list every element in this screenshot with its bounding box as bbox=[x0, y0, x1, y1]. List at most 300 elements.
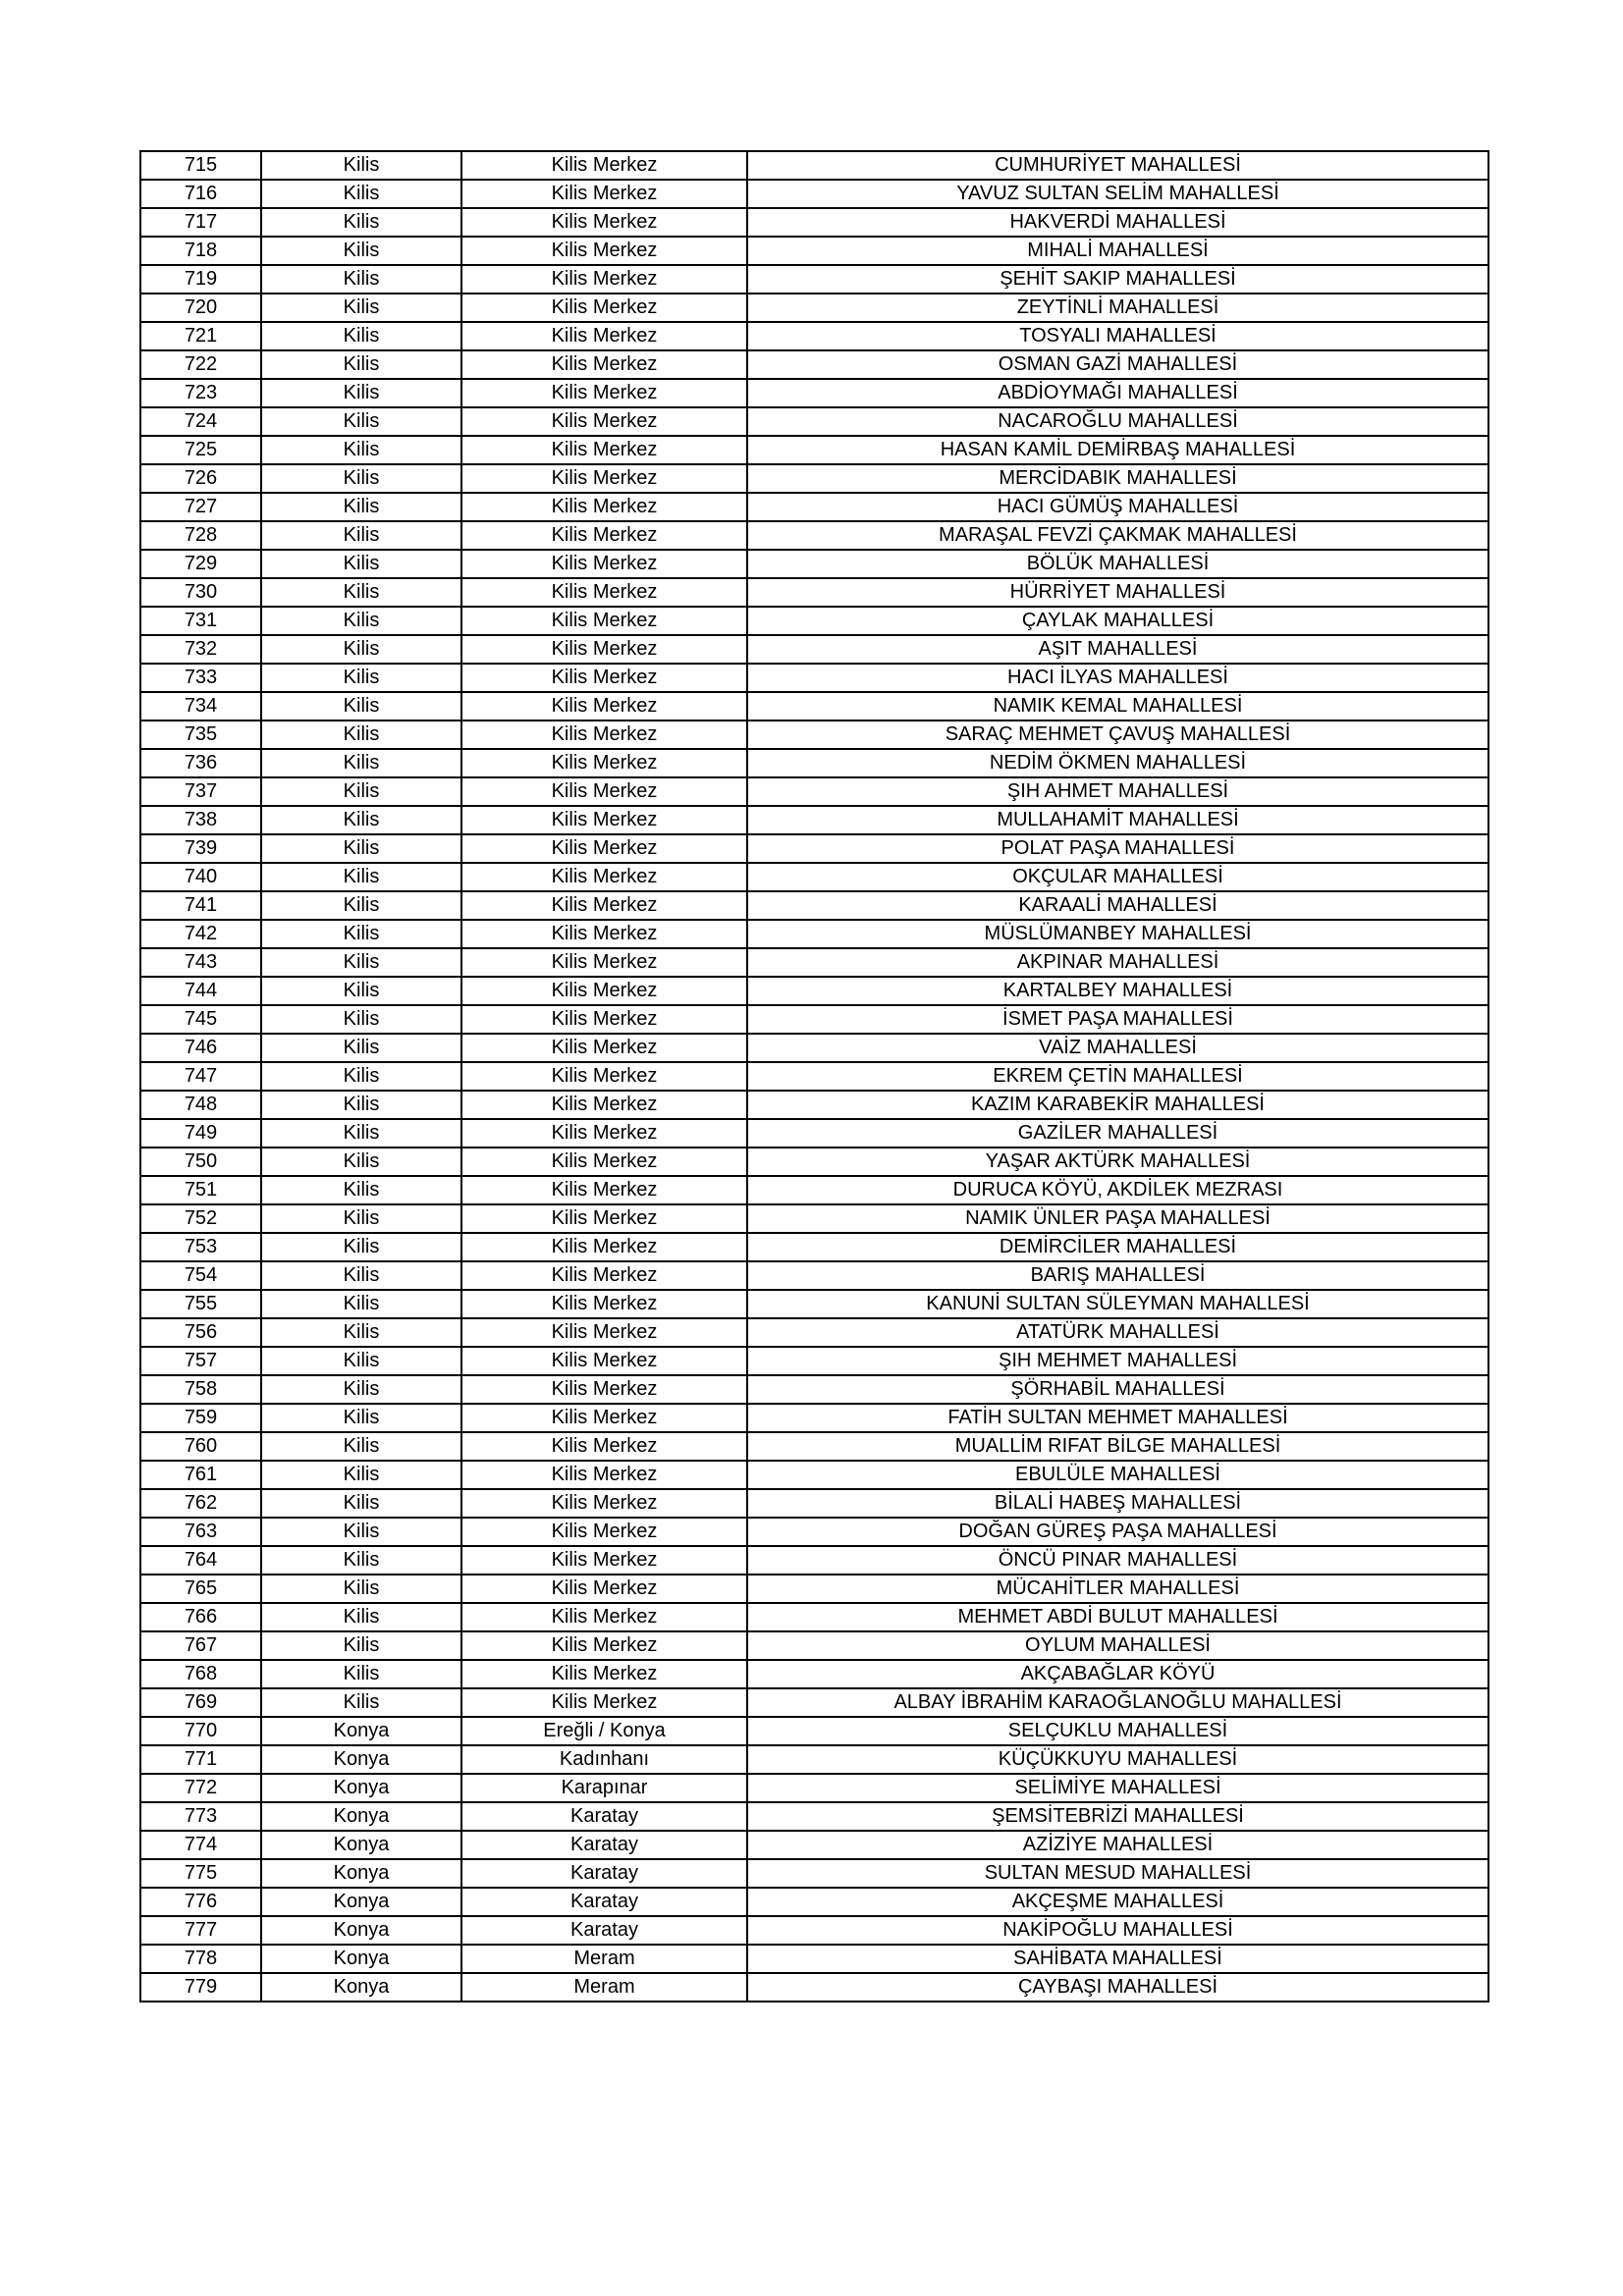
neighborhood-cell: MÜSLÜMANBEY MAHALLESİ bbox=[747, 920, 1488, 948]
table-row bbox=[140, 607, 1488, 635]
neighborhood-cell: NAMIK KEMAL MAHALLESİ bbox=[747, 692, 1488, 721]
province-cell: Kilis bbox=[261, 920, 461, 948]
province-cell: Kilis bbox=[261, 1347, 461, 1375]
table-row bbox=[140, 635, 1488, 664]
row-number-cell: 752 bbox=[140, 1204, 261, 1233]
province-cell: Kilis bbox=[261, 350, 461, 379]
district-cell: Kilis Merkez bbox=[461, 464, 747, 493]
row-number-cell: 746 bbox=[140, 1034, 261, 1062]
table-row bbox=[140, 1290, 1488, 1318]
neighborhood-cell: OKÇULAR MAHALLESİ bbox=[747, 863, 1488, 891]
table-row bbox=[140, 1461, 1488, 1489]
row-number-cell: 743 bbox=[140, 948, 261, 977]
district-cell: Kilis Merkez bbox=[461, 948, 747, 977]
neighborhood-cell: NAMIK ÜNLER PAŞA MAHALLESİ bbox=[747, 1204, 1488, 1233]
table-row bbox=[140, 521, 1488, 550]
table-row bbox=[140, 436, 1488, 464]
district-cell: Kilis Merkez bbox=[461, 1575, 747, 1603]
row-number-cell: 749 bbox=[140, 1119, 261, 1148]
row-number-cell: 734 bbox=[140, 692, 261, 721]
district-cell: Kilis Merkez bbox=[461, 1148, 747, 1176]
row-number-cell: 730 bbox=[140, 578, 261, 607]
table-row bbox=[140, 1432, 1488, 1461]
neighborhood-cell: OYLUM MAHALLESİ bbox=[747, 1631, 1488, 1660]
neighborhood-cell: ŞEHİT SAKIP MAHALLESİ bbox=[747, 265, 1488, 294]
province-cell: Kilis bbox=[261, 1432, 461, 1461]
neighborhood-cell: YAŞAR AKTÜRK MAHALLESİ bbox=[747, 1148, 1488, 1176]
province-cell: Kilis bbox=[261, 1631, 461, 1660]
neighborhood-cell: ATATÜRK MAHALLESİ bbox=[747, 1318, 1488, 1347]
district-cell: Kilis Merkez bbox=[461, 977, 747, 1005]
table-row bbox=[140, 180, 1488, 208]
row-number-cell: 754 bbox=[140, 1261, 261, 1290]
row-number-cell: 736 bbox=[140, 749, 261, 777]
table-row bbox=[140, 1888, 1488, 1916]
province-cell: Kilis bbox=[261, 407, 461, 436]
row-number-cell: 760 bbox=[140, 1432, 261, 1461]
row-number-cell: 727 bbox=[140, 493, 261, 521]
district-cell: Kilis Merkez bbox=[461, 1318, 747, 1347]
province-cell: Kilis bbox=[261, 1575, 461, 1603]
province-cell: Kilis bbox=[261, 322, 461, 350]
neighborhood-cell: TOSYALI MAHALLESİ bbox=[747, 322, 1488, 350]
district-cell: Kilis Merkez bbox=[461, 806, 747, 834]
row-number-cell: 731 bbox=[140, 607, 261, 635]
row-number-cell: 728 bbox=[140, 521, 261, 550]
row-number-cell: 735 bbox=[140, 721, 261, 749]
table-row bbox=[140, 1347, 1488, 1375]
district-cell: Kilis Merkez bbox=[461, 635, 747, 664]
neighborhood-cell: ALBAY İBRAHİM KARAOĞLANOĞLU MAHALLESİ bbox=[747, 1688, 1488, 1717]
province-cell: Konya bbox=[261, 1916, 461, 1945]
table-row bbox=[140, 1916, 1488, 1945]
province-cell: Kilis bbox=[261, 1489, 461, 1518]
table-body bbox=[140, 151, 1488, 2002]
province-cell: Kilis bbox=[261, 1660, 461, 1688]
neighborhood-cell: MARAŞAL FEVZİ ÇAKMAK MAHALLESİ bbox=[747, 521, 1488, 550]
province-cell: Kilis bbox=[261, 1404, 461, 1432]
row-number-cell: 766 bbox=[140, 1603, 261, 1631]
district-cell: Meram bbox=[461, 1945, 747, 1973]
row-number-cell: 776 bbox=[140, 1888, 261, 1916]
district-cell: Kilis Merkez bbox=[461, 891, 747, 920]
row-number-cell: 779 bbox=[140, 1973, 261, 2002]
neighborhood-cell: ŞÖRHABİL MAHALLESİ bbox=[747, 1375, 1488, 1404]
province-cell: Kilis bbox=[261, 1518, 461, 1546]
row-number-cell: 721 bbox=[140, 322, 261, 350]
neighborhood-cell: HACI İLYAS MAHALLESİ bbox=[747, 664, 1488, 692]
district-cell: Kilis Merkez bbox=[461, 1204, 747, 1233]
neighborhood-cell: GAZİLER MAHALLESİ bbox=[747, 1119, 1488, 1148]
province-cell: Konya bbox=[261, 1831, 461, 1859]
table-row bbox=[140, 322, 1488, 350]
table-row bbox=[140, 1176, 1488, 1204]
neighborhood-cell: SELİMİYE MAHALLESİ bbox=[747, 1774, 1488, 1802]
table-row bbox=[140, 1005, 1488, 1034]
district-cell: Karatay bbox=[461, 1888, 747, 1916]
table-row bbox=[140, 1546, 1488, 1575]
district-cell: Kilis Merkez bbox=[461, 664, 747, 692]
row-number-cell: 772 bbox=[140, 1774, 261, 1802]
district-cell: Kilis Merkez bbox=[461, 1688, 747, 1717]
neighborhood-cell: HÜRRİYET MAHALLESİ bbox=[747, 578, 1488, 607]
district-cell: Kilis Merkez bbox=[461, 1233, 747, 1261]
row-number-cell: 761 bbox=[140, 1461, 261, 1489]
table-row bbox=[140, 1660, 1488, 1688]
neighborhood-cell: ŞIH AHMET MAHALLESİ bbox=[747, 777, 1488, 806]
neighborhood-cell: KARAALİ MAHALLESİ bbox=[747, 891, 1488, 920]
neighborhood-cell: MIHALİ MAHALLESİ bbox=[747, 237, 1488, 265]
district-cell: Kilis Merkez bbox=[461, 379, 747, 407]
neighborhood-cell: DEMİRCİLER MAHALLESİ bbox=[747, 1233, 1488, 1261]
province-cell: Kilis bbox=[261, 977, 461, 1005]
province-cell: Kilis bbox=[261, 521, 461, 550]
table-row bbox=[140, 948, 1488, 977]
province-cell: Kilis bbox=[261, 464, 461, 493]
row-number-cell: 757 bbox=[140, 1347, 261, 1375]
row-number-cell: 762 bbox=[140, 1489, 261, 1518]
neighborhood-cell: DURUCA KÖYÜ, AKDİLEK MEZRASI bbox=[747, 1176, 1488, 1204]
district-cell: Kilis Merkez bbox=[461, 749, 747, 777]
table-row bbox=[140, 1518, 1488, 1546]
table-row bbox=[140, 1774, 1488, 1802]
row-number-cell: 751 bbox=[140, 1176, 261, 1204]
province-cell: Kilis bbox=[261, 1546, 461, 1575]
row-number-cell: 738 bbox=[140, 806, 261, 834]
table-row bbox=[140, 1148, 1488, 1176]
table-row bbox=[140, 1318, 1488, 1347]
province-cell: Kilis bbox=[261, 1233, 461, 1261]
province-cell: Konya bbox=[261, 1774, 461, 1802]
district-cell: Kilis Merkez bbox=[461, 1489, 747, 1518]
province-cell: Kilis bbox=[261, 1375, 461, 1404]
row-number-cell: 767 bbox=[140, 1631, 261, 1660]
district-cell: Kilis Merkez bbox=[461, 436, 747, 464]
row-number-cell: 717 bbox=[140, 208, 261, 237]
neighborhood-cell: MEHMET ABDİ BULUT MAHALLESİ bbox=[747, 1603, 1488, 1631]
neighborhood-cell: BİLALİ HABEŞ MAHALLESİ bbox=[747, 1489, 1488, 1518]
table-row bbox=[140, 1119, 1488, 1148]
neighborhood-cell: MULLAHAMİT MAHALLESİ bbox=[747, 806, 1488, 834]
district-cell: Kilis Merkez bbox=[461, 1546, 747, 1575]
row-number-cell: 758 bbox=[140, 1375, 261, 1404]
table-row bbox=[140, 664, 1488, 692]
neighborhood-cell: EKREM ÇETİN MAHALLESİ bbox=[747, 1062, 1488, 1091]
district-cell: Kilis Merkez bbox=[461, 407, 747, 436]
row-number-cell: 722 bbox=[140, 350, 261, 379]
row-number-cell: 768 bbox=[140, 1660, 261, 1688]
province-cell: Kilis bbox=[261, 1261, 461, 1290]
row-number-cell: 741 bbox=[140, 891, 261, 920]
neighborhood-cell: MÜCAHİTLER MAHALLESİ bbox=[747, 1575, 1488, 1603]
province-cell: Kilis bbox=[261, 180, 461, 208]
district-cell: Kilis Merkez bbox=[461, 1404, 747, 1432]
row-number-cell: 770 bbox=[140, 1717, 261, 1745]
neighborhood-cell: OSMAN GAZİ MAHALLESİ bbox=[747, 350, 1488, 379]
row-number-cell: 755 bbox=[140, 1290, 261, 1318]
district-cell: Kilis Merkez bbox=[461, 1119, 747, 1148]
row-number-cell: 778 bbox=[140, 1945, 261, 1973]
row-number-cell: 777 bbox=[140, 1916, 261, 1945]
table-row bbox=[140, 806, 1488, 834]
table-row bbox=[140, 834, 1488, 863]
district-cell: Kilis Merkez bbox=[461, 1176, 747, 1204]
row-number-cell: 775 bbox=[140, 1859, 261, 1888]
neighborhood-cell: YAVUZ SULTAN SELİM MAHALLESİ bbox=[747, 180, 1488, 208]
district-cell: Kilis Merkez bbox=[461, 294, 747, 322]
neighborhood-cell: FATİH SULTAN MEHMET MAHALLESİ bbox=[747, 1404, 1488, 1432]
province-cell: Kilis bbox=[261, 1119, 461, 1148]
district-cell: Ereğli / Konya bbox=[461, 1717, 747, 1745]
row-number-cell: 764 bbox=[140, 1546, 261, 1575]
table-row bbox=[140, 749, 1488, 777]
province-cell: Kilis bbox=[261, 1176, 461, 1204]
district-cell: Kilis Merkez bbox=[461, 1603, 747, 1631]
table-row bbox=[140, 1091, 1488, 1119]
province-cell: Kilis bbox=[261, 265, 461, 294]
district-cell: Kilis Merkez bbox=[461, 521, 747, 550]
row-number-cell: 732 bbox=[140, 635, 261, 664]
province-cell: Kilis bbox=[261, 1062, 461, 1091]
table-row bbox=[140, 151, 1488, 180]
district-cell: Karatay bbox=[461, 1916, 747, 1945]
province-cell: Konya bbox=[261, 1859, 461, 1888]
province-cell: Kilis bbox=[261, 578, 461, 607]
province-cell: Kilis bbox=[261, 1603, 461, 1631]
province-cell: Kilis bbox=[261, 436, 461, 464]
neighborhood-cell: AKÇEŞME MAHALLESİ bbox=[747, 1888, 1488, 1916]
row-number-cell: 759 bbox=[140, 1404, 261, 1432]
table-row bbox=[140, 379, 1488, 407]
district-cell: Kilis Merkez bbox=[461, 692, 747, 721]
row-number-cell: 725 bbox=[140, 436, 261, 464]
table-row bbox=[140, 407, 1488, 436]
province-cell: Kilis bbox=[261, 1318, 461, 1347]
row-number-cell: 765 bbox=[140, 1575, 261, 1603]
district-cell: Kilis Merkez bbox=[461, 1290, 747, 1318]
row-number-cell: 748 bbox=[140, 1091, 261, 1119]
row-number-cell: 724 bbox=[140, 407, 261, 436]
table-row bbox=[140, 1859, 1488, 1888]
province-cell: Kilis bbox=[261, 1148, 461, 1176]
neighborhood-cell: DOĞAN GÜREŞ PAŞA MAHALLESİ bbox=[747, 1518, 1488, 1546]
neighborhood-cell: HACI GÜMÜŞ MAHALLESİ bbox=[747, 493, 1488, 521]
table-row bbox=[140, 1688, 1488, 1717]
row-number-cell: 763 bbox=[140, 1518, 261, 1546]
district-cell: Karapınar bbox=[461, 1774, 747, 1802]
row-number-cell: 769 bbox=[140, 1688, 261, 1717]
row-number-cell: 737 bbox=[140, 777, 261, 806]
province-cell: Kilis bbox=[261, 664, 461, 692]
row-number-cell: 718 bbox=[140, 237, 261, 265]
district-cell: Kilis Merkez bbox=[461, 180, 747, 208]
table-row bbox=[140, 1745, 1488, 1774]
row-number-cell: 729 bbox=[140, 550, 261, 578]
neighborhood-cell: MUALLİM RIFAT BİLGE MAHALLESİ bbox=[747, 1432, 1488, 1461]
district-cell: Kilis Merkez bbox=[461, 1062, 747, 1091]
table-row bbox=[140, 1233, 1488, 1261]
neighborhood-cell: SELÇUKLU MAHALLESİ bbox=[747, 1717, 1488, 1745]
table-row bbox=[140, 1603, 1488, 1631]
row-number-cell: 744 bbox=[140, 977, 261, 1005]
neighborhood-cell: ŞIH MEHMET MAHALLESİ bbox=[747, 1347, 1488, 1375]
neighborhood-cell: BÖLÜK MAHALLESİ bbox=[747, 550, 1488, 578]
district-cell: Kilis Merkez bbox=[461, 607, 747, 635]
table-row bbox=[140, 550, 1488, 578]
province-cell: Kilis bbox=[261, 1005, 461, 1034]
neighborhood-cell: ÇAYBAŞI MAHALLESİ bbox=[747, 1973, 1488, 2002]
row-number-cell: 740 bbox=[140, 863, 261, 891]
neighborhood-cell: AŞIT MAHALLESİ bbox=[747, 635, 1488, 664]
province-cell: Kilis bbox=[261, 1204, 461, 1233]
neighborhood-cell: SARAÇ MEHMET ÇAVUŞ MAHALLESİ bbox=[747, 721, 1488, 749]
province-cell: Kilis bbox=[261, 721, 461, 749]
district-cell: Kilis Merkez bbox=[461, 721, 747, 749]
table-row bbox=[140, 464, 1488, 493]
district-cell: Kilis Merkez bbox=[461, 834, 747, 863]
neighborhood-cell: AKÇABAĞLAR KÖYÜ bbox=[747, 1660, 1488, 1688]
row-number-cell: 773 bbox=[140, 1802, 261, 1831]
province-cell: Kilis bbox=[261, 1034, 461, 1062]
neighborhood-cell: SULTAN MESUD MAHALLESİ bbox=[747, 1859, 1488, 1888]
table-row bbox=[140, 777, 1488, 806]
province-cell: Kilis bbox=[261, 1290, 461, 1318]
province-cell: Kilis bbox=[261, 749, 461, 777]
district-cell: Kilis Merkez bbox=[461, 1518, 747, 1546]
district-cell: Kilis Merkez bbox=[461, 1461, 747, 1489]
province-cell: Kilis bbox=[261, 208, 461, 237]
province-cell: Kilis bbox=[261, 607, 461, 635]
neighborhood-cell: AZİZİYE MAHALLESİ bbox=[747, 1831, 1488, 1859]
neighborhood-cell: BARIŞ MAHALLESİ bbox=[747, 1261, 1488, 1290]
table-row bbox=[140, 578, 1488, 607]
province-cell: Konya bbox=[261, 1945, 461, 1973]
district-cell: Karatay bbox=[461, 1859, 747, 1888]
district-cell: Kilis Merkez bbox=[461, 237, 747, 265]
district-cell: Kilis Merkez bbox=[461, 493, 747, 521]
province-cell: Kilis bbox=[261, 379, 461, 407]
table-row bbox=[140, 1375, 1488, 1404]
row-number-cell: 774 bbox=[140, 1831, 261, 1859]
neighborhood-cell: KARTALBEY MAHALLESİ bbox=[747, 977, 1488, 1005]
table-row bbox=[140, 1945, 1488, 1973]
table-row bbox=[140, 237, 1488, 265]
district-cell: Karatay bbox=[461, 1831, 747, 1859]
province-cell: Kilis bbox=[261, 863, 461, 891]
row-number-cell: 733 bbox=[140, 664, 261, 692]
neighborhood-cell: ABDİOYMAĞI MAHALLESİ bbox=[747, 379, 1488, 407]
province-cell: Konya bbox=[261, 1973, 461, 2002]
neighborhood-table bbox=[139, 150, 1489, 2002]
province-cell: Kilis bbox=[261, 550, 461, 578]
table-row bbox=[140, 863, 1488, 891]
province-cell: Kilis bbox=[261, 151, 461, 180]
district-cell: Kilis Merkez bbox=[461, 151, 747, 180]
row-number-cell: 739 bbox=[140, 834, 261, 863]
row-number-cell: 719 bbox=[140, 265, 261, 294]
district-cell: Kilis Merkez bbox=[461, 1091, 747, 1119]
table-row bbox=[140, 1631, 1488, 1660]
province-cell: Kilis bbox=[261, 948, 461, 977]
row-number-cell: 726 bbox=[140, 464, 261, 493]
table-row bbox=[140, 1802, 1488, 1831]
row-number-cell: 723 bbox=[140, 379, 261, 407]
district-cell: Kilis Merkez bbox=[461, 1631, 747, 1660]
neighborhood-cell: ÖNCÜ PINAR MAHALLESİ bbox=[747, 1546, 1488, 1575]
district-cell: Kilis Merkez bbox=[461, 1375, 747, 1404]
table-row bbox=[140, 721, 1488, 749]
neighborhood-cell: HASAN KAMİL DEMİRBAŞ MAHALLESİ bbox=[747, 436, 1488, 464]
district-cell: Kilis Merkez bbox=[461, 1347, 747, 1375]
table-row bbox=[140, 1831, 1488, 1859]
district-cell: Kilis Merkez bbox=[461, 920, 747, 948]
row-number-cell: 750 bbox=[140, 1148, 261, 1176]
district-cell: Kilis Merkez bbox=[461, 578, 747, 607]
neighborhood-cell: ZEYTİNLİ MAHALLESİ bbox=[747, 294, 1488, 322]
province-cell: Kilis bbox=[261, 834, 461, 863]
table-row bbox=[140, 1575, 1488, 1603]
province-cell: Kilis bbox=[261, 294, 461, 322]
neighborhood-cell: NAKİPOĞLU MAHALLESİ bbox=[747, 1916, 1488, 1945]
district-cell: Kilis Merkez bbox=[461, 1034, 747, 1062]
neighborhood-cell: İSMET PAŞA MAHALLESİ bbox=[747, 1005, 1488, 1034]
neighborhood-cell: POLAT PAŞA MAHALLESİ bbox=[747, 834, 1488, 863]
district-cell: Kilis Merkez bbox=[461, 208, 747, 237]
neighborhood-cell: ÇAYLAK MAHALLESİ bbox=[747, 607, 1488, 635]
neighborhood-cell: KÜÇÜKKUYU MAHALLESİ bbox=[747, 1745, 1488, 1774]
table-row bbox=[140, 1062, 1488, 1091]
neighborhood-cell: KANUNİ SULTAN SÜLEYMAN MAHALLESİ bbox=[747, 1290, 1488, 1318]
table-row bbox=[140, 1404, 1488, 1432]
table-row bbox=[140, 692, 1488, 721]
row-number-cell: 716 bbox=[140, 180, 261, 208]
row-number-cell: 715 bbox=[140, 151, 261, 180]
neighborhood-cell: HAKVERDİ MAHALLESİ bbox=[747, 208, 1488, 237]
table-row bbox=[140, 1261, 1488, 1290]
district-cell: Karatay bbox=[461, 1802, 747, 1831]
province-cell: Kilis bbox=[261, 1091, 461, 1119]
table-row bbox=[140, 493, 1488, 521]
neighborhood-cell: EBULÜLE MAHALLESİ bbox=[747, 1461, 1488, 1489]
row-number-cell: 742 bbox=[140, 920, 261, 948]
row-number-cell: 771 bbox=[140, 1745, 261, 1774]
table-row bbox=[140, 208, 1488, 237]
province-cell: Konya bbox=[261, 1802, 461, 1831]
district-cell: Kilis Merkez bbox=[461, 350, 747, 379]
table-row bbox=[140, 265, 1488, 294]
neighborhood-cell: NACAROĞLU MAHALLESİ bbox=[747, 407, 1488, 436]
table-row bbox=[140, 891, 1488, 920]
province-cell: Kilis bbox=[261, 806, 461, 834]
district-cell: Meram bbox=[461, 1973, 747, 2002]
table-row bbox=[140, 1973, 1488, 2002]
province-cell: Konya bbox=[261, 1745, 461, 1774]
row-number-cell: 745 bbox=[140, 1005, 261, 1034]
district-cell: Kilis Merkez bbox=[461, 863, 747, 891]
province-cell: Kilis bbox=[261, 777, 461, 806]
province-cell: Kilis bbox=[261, 635, 461, 664]
table-row bbox=[140, 1717, 1488, 1745]
district-cell: Kilis Merkez bbox=[461, 1005, 747, 1034]
table-row bbox=[140, 350, 1488, 379]
district-cell: Kilis Merkez bbox=[461, 1660, 747, 1688]
row-number-cell: 720 bbox=[140, 294, 261, 322]
neighborhood-cell: NEDİM ÖKMEN MAHALLESİ bbox=[747, 749, 1488, 777]
province-cell: Kilis bbox=[261, 237, 461, 265]
table-row bbox=[140, 977, 1488, 1005]
province-cell: Kilis bbox=[261, 1461, 461, 1489]
row-number-cell: 756 bbox=[140, 1318, 261, 1347]
